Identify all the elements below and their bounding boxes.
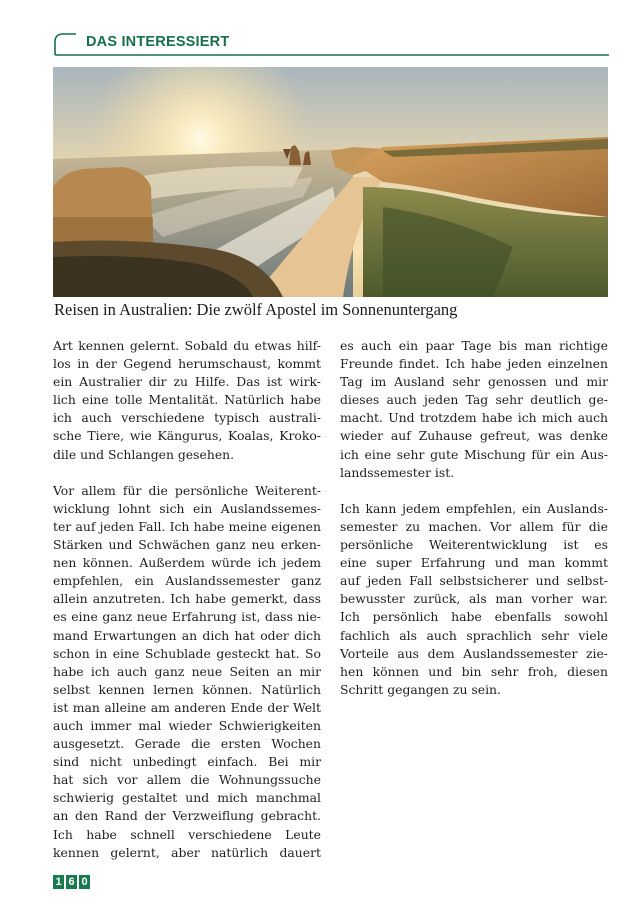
text-line: Stärken und Schwächen ganz neu erken-	[53, 537, 321, 553]
text-line: lich eine tolle Mentalität. Natürlich habe	[53, 392, 321, 408]
text-line: habe ich auch ganz neue Seiten an mir	[53, 663, 321, 679]
section-title: DAS INTERESSIERT	[86, 34, 230, 50]
text-line: wicklung lohnt sich ein Auslandssemes-	[53, 500, 321, 516]
paragraph	[53, 482, 321, 862]
text-line: auch immer mal wieder Schwierigkeiten	[53, 717, 321, 733]
text-line: bewusster zurück, als man vorher war.	[340, 591, 608, 607]
text-line: Vorteile aus dem Auslandssemester zie-	[340, 645, 608, 661]
text-line: ter auf jeden Fall. Ich habe meine eigenen	[53, 518, 321, 534]
article-column-left	[53, 337, 321, 880]
text-line: Ich habe schnell verschiedene Leute	[53, 826, 321, 842]
text-line: Vor allem für die persönliche Weiterent-	[53, 482, 321, 498]
text-line: an den Rand der Verzweiflung gebracht.	[53, 808, 321, 824]
text-line: Ich persönlich habe ebenfalls sowohl	[340, 609, 608, 625]
text-line: ein Australier dir zu Hilfe. Das ist wirk-	[53, 374, 321, 390]
figure-caption: Reisen in Australien: Die zwölf Apostel im Sonnenuntergang	[54, 300, 458, 319]
figure-image	[53, 67, 608, 297]
text-line: schon in eine Schublade gesteckt hat. So	[53, 645, 321, 661]
text-line: nen können. Außerdem würde ich jedem	[53, 555, 321, 571]
text-line: ist man alleine am anderen Ende der Welt	[53, 699, 321, 715]
paragraph	[53, 337, 321, 464]
text-line: Schritt gegangen zu sein.	[340, 681, 501, 697]
text-line: ich auch verschiedene typisch australi-	[53, 410, 321, 426]
text-line: empfehlen, ein Auslandssemester ganz	[53, 573, 321, 589]
text-line: wieder auf Zuhause gefreut, was denke	[340, 428, 608, 444]
page-number-digit: 0	[79, 875, 90, 889]
text-line: sind nicht unbedingt einfach. Bei mir	[53, 754, 321, 770]
text-line: dieses auch jeden Tag sehr deutlich ge-	[340, 392, 608, 408]
text-line: semester zu machen. Vor allem für die	[340, 518, 608, 534]
text-line: hat sich vor allem die Wohnungssuche	[53, 772, 321, 788]
text-line: Art kennen gelernt. Sobald du etwas hilf-	[53, 338, 321, 353]
text-line: dile und Schlangen gesehen.	[53, 446, 235, 462]
text-line: landssemester ist.	[340, 464, 455, 480]
text-line: Freunde findet. Ich habe jeden einzelnen	[340, 356, 608, 372]
text-line: fachlich als auch sprachlich sehr viele	[340, 627, 608, 643]
text-line: allein anzutreten. Ich habe gemerkt, dass	[53, 591, 321, 607]
text-line: eine super Erfahrung und man kommt	[340, 555, 608, 571]
text-line: Tag im Ausland sehr genossen und mir	[340, 374, 608, 390]
paragraph	[340, 500, 608, 699]
text-line: hen können und bin sehr froh, diesen	[340, 663, 608, 679]
text-line: auf jeden Fall selbstsicherer und selbst-	[340, 573, 608, 589]
text-line: es eine ganz neue Erfahrung ist, dass nie-	[53, 609, 321, 625]
text-line: ausgesetzt. Gerade die ersten Wochen	[53, 736, 321, 752]
article-column-right	[340, 337, 608, 717]
paragraph	[340, 337, 608, 482]
text-line: sche Tiere, wie Kängurus, Koalas, Kroko-	[53, 428, 321, 444]
page-number	[53, 875, 90, 889]
page-number-digit: 1	[53, 875, 64, 889]
text-line: schwierig gestaltet und mich manchmal	[53, 790, 321, 806]
text-line: persönliche Weiterentwicklung ist es	[340, 537, 608, 553]
text-line: Ich kann jedem empfehlen, ein Auslands-	[340, 500, 608, 516]
text-line: los in der Gegend herumschaust, kommt	[53, 356, 321, 372]
section-header	[54, 33, 608, 55]
text-line: ich eine sehr gute Mischung für ein Aus-	[340, 446, 608, 462]
page-number-digit: 6	[66, 875, 77, 889]
text-line: es auch ein paar Tage bis man richtige	[340, 338, 608, 353]
text-line: mand Erwartungen an dich hat oder dich	[53, 627, 321, 643]
text-line: kennen gelernt, aber natürlich dauert	[53, 844, 321, 860]
text-line: macht. Und trotzdem habe ich mich auch	[340, 410, 608, 426]
text-line: selbst kennen lernen können. Natürlich	[53, 681, 321, 697]
